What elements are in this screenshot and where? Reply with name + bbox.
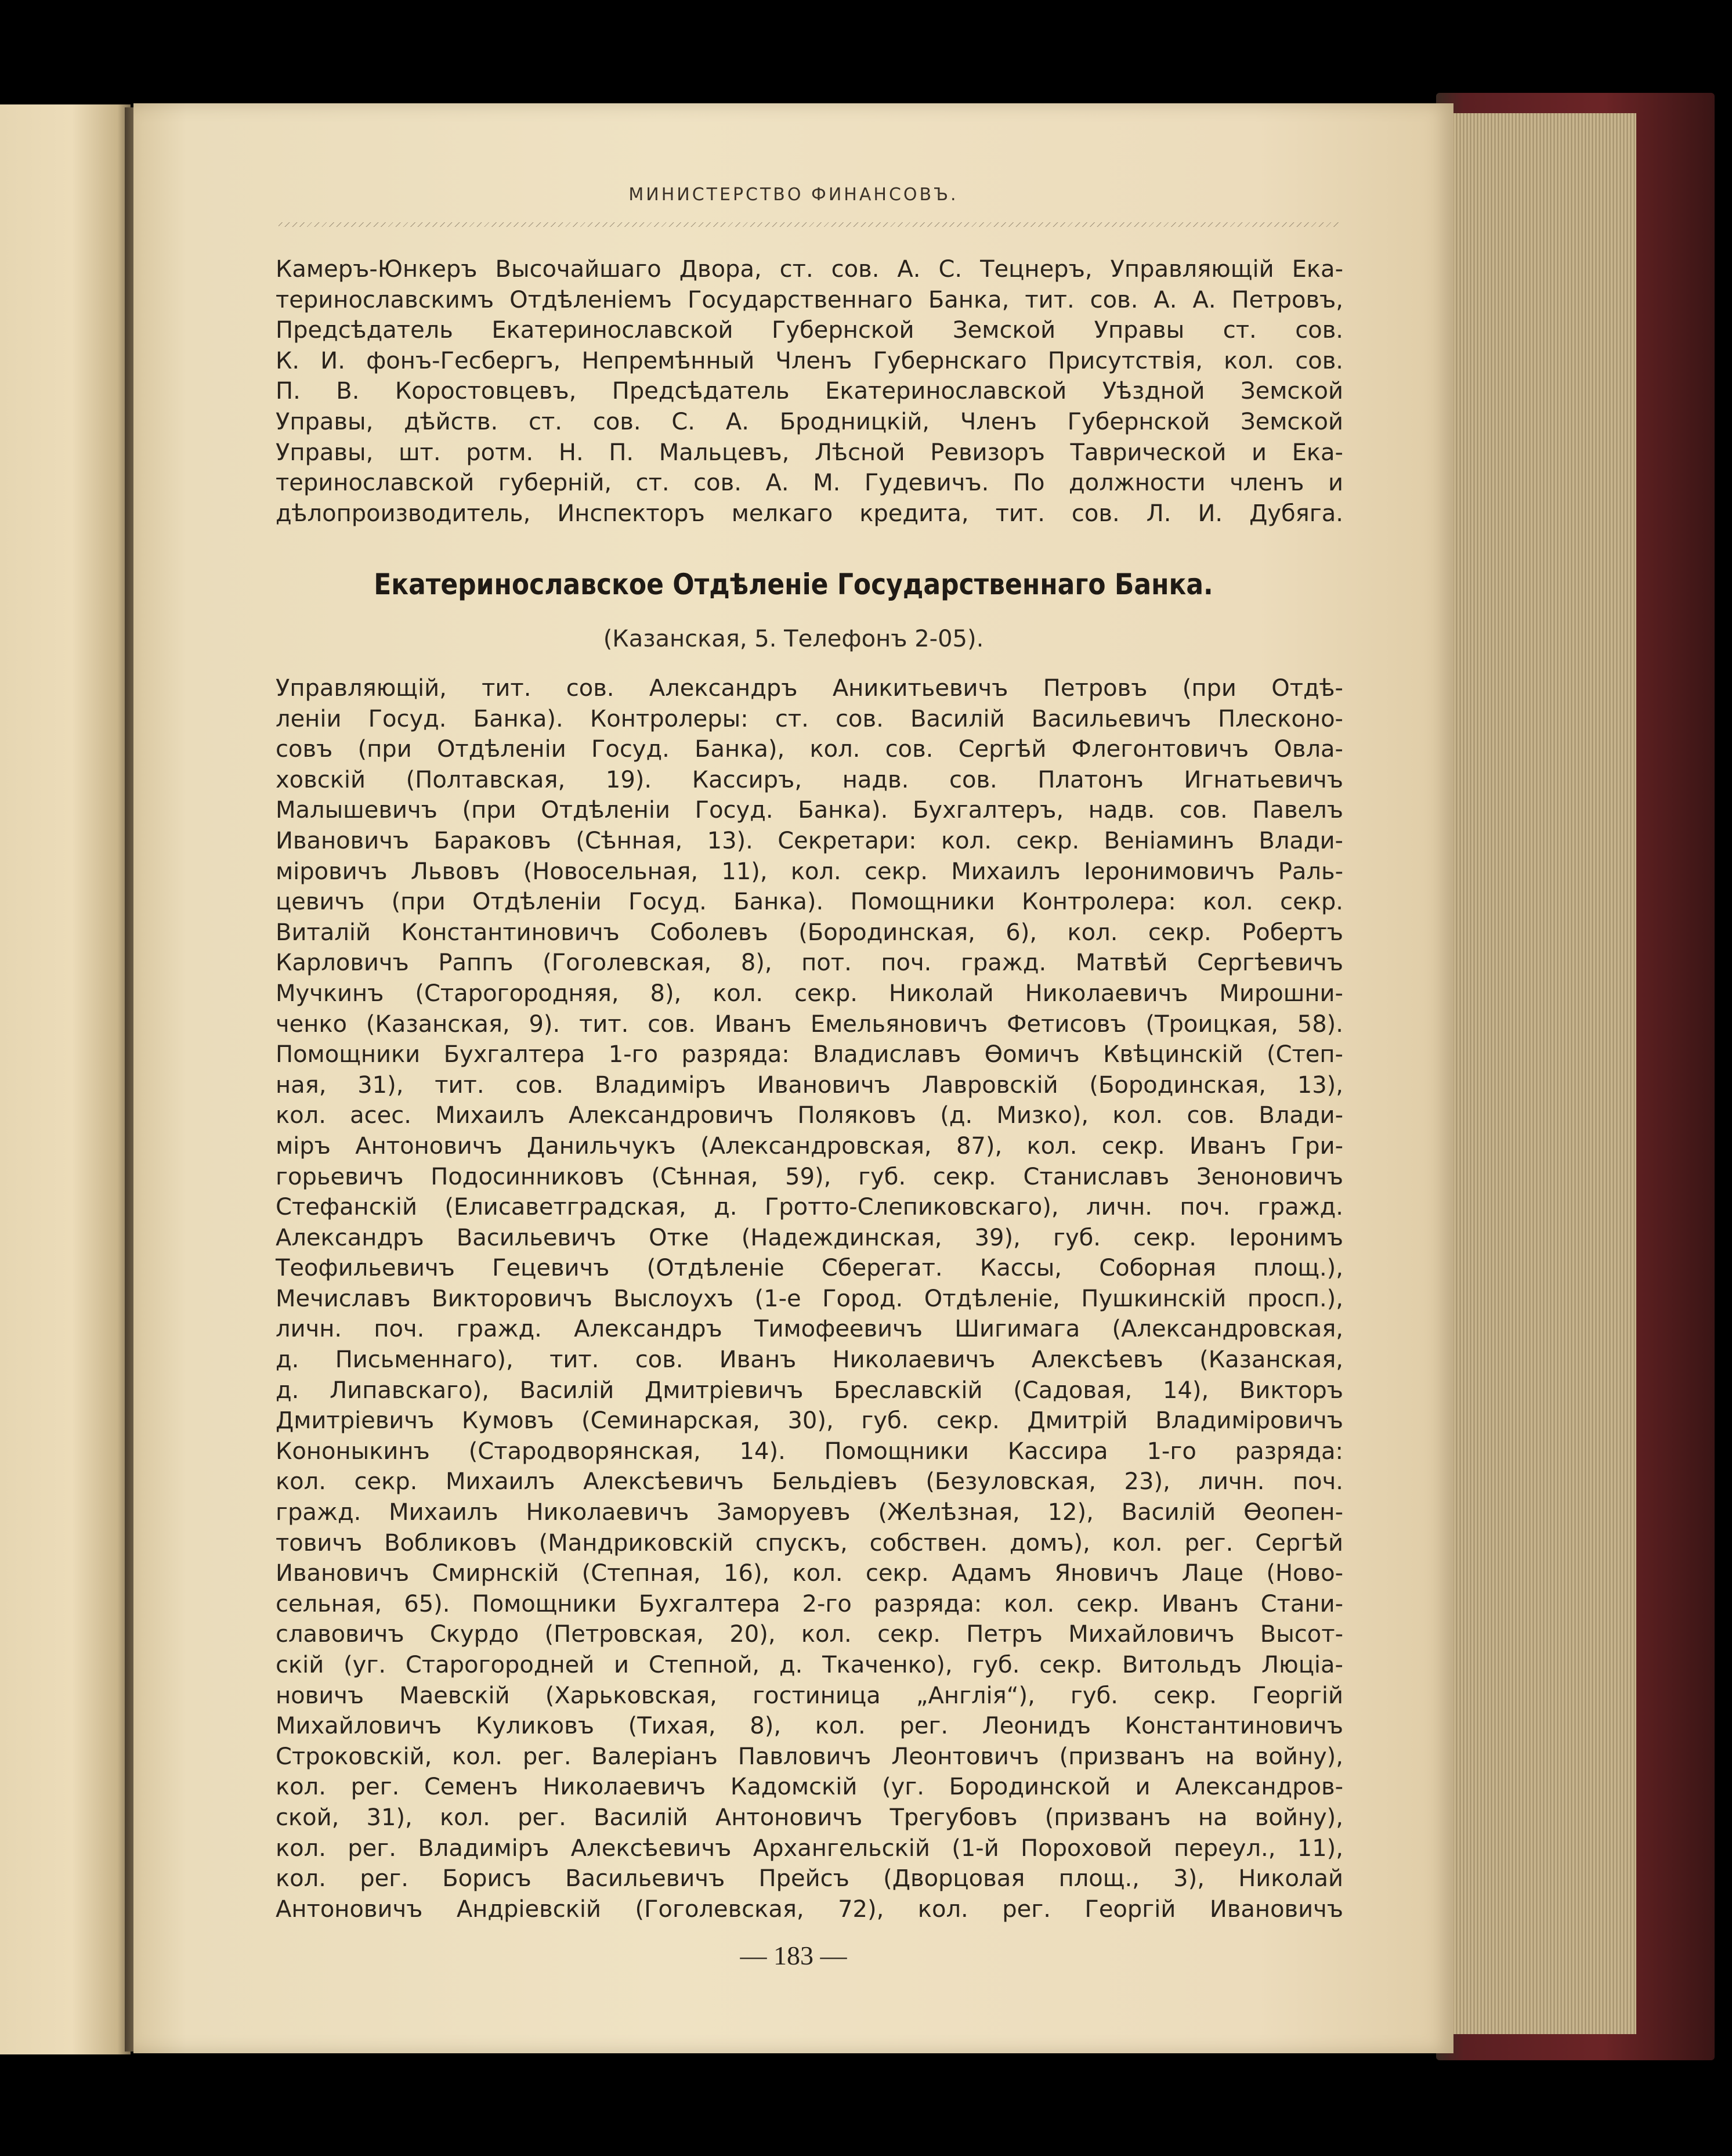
text-line: теринославской губерній, ст. сов. А. М. Гудевичъ. По должности членъ и [276, 470, 1343, 497]
text-line: Мучкинъ (Старогородняя, 8), кол. секр. Николай Николаевичъ Мирошни- [276, 980, 1343, 1007]
text-line: личн. поч. гражд. Александръ Тимофеевичъ Шигимага (Александровская, [276, 1316, 1343, 1343]
text-line: кол. рег. Владиміръ Алексѣевичъ Архангельскій (1-й Пороховой переул., 11), [276, 1834, 1343, 1862]
text-line: цевичъ (при Отдѣленіи Госуд. Банка). Помощники Контролера: кол. секр. [276, 889, 1343, 916]
text-line: Управляющій, тит. сов. Александръ Аникитьевичъ Петровъ (при Отдѣ- [276, 675, 1343, 702]
text-line: гражд. Михаилъ Николаевичъ Заморуевъ (Желѣзная, 12), Василій Ѳеопен- [276, 1499, 1343, 1526]
text-line: Управы, дѣйств. ст. сов. С. А. Бродницкій, Членъ Губернской Земской [276, 408, 1343, 435]
text-line: скій (уг. Старогородней и Степной, д. Ткаченко), губ. секр. Витольдъ Люціа- [276, 1652, 1343, 1678]
running-head: МИНИСТЕРСТВО ФИНАНСОВЪ. [628, 185, 959, 205]
paragraph-staff [276, 673, 1343, 1924]
page-number: — 183 — [740, 1941, 847, 1970]
text-line: Карловичъ Раппъ (Гоголевская, 8), пот. поч. гражд. Матвѣй Сергѣевичъ [276, 949, 1343, 977]
text-line: Виталій Константиновичъ Соболевъ (Бородинская, 6), кол. секр. Робертъ [276, 919, 1343, 946]
text-line: Камеръ-Юнкеръ Высочайшаго Двора, ст. сов. А. С. Тецнеръ, Управляющій Ека- [276, 256, 1343, 283]
text-line: кол. асес. Михаилъ Александровичъ Поляковъ (д. Мизко), кол. сов. Влади- [276, 1102, 1343, 1129]
text-line: Стефанскій (Елисаветградская, д. Гротто-Слепиковскаго), личн. поч. гражд. [276, 1194, 1343, 1221]
text-line: товичъ Вобликовъ (Мандриковскій спускъ, собствен. домъ), кол. рег. Сергѣй [276, 1529, 1343, 1556]
text-line: Малышевичъ (при Отдѣленіи Госуд. Банка). Бухгалтеръ, надв. сов. Павелъ [276, 797, 1343, 824]
text-line: Ивановичъ Смирнскій (Степная, 16), кол. секр. Адамъ Яновичъ Лаце (Ново- [276, 1560, 1343, 1587]
text-line: Мечиславъ Викторовичъ Выслоухъ (1-е Город. Отдѣленіе, Пушкинскій просп.), [276, 1285, 1343, 1312]
text-line: Ивановичъ Бараковъ (Сѣнная, 13). Секретари: кол. секр. Веніаминъ Влади- [276, 827, 1343, 854]
text-line: Дмитріевичъ Кумовъ (Семинарская, 30), губ. секр. Дмитрій Владиміровичъ [276, 1407, 1343, 1435]
text-line: Теофильевичъ Гецевичъ (Отдѣленіе Сберегат. Кассы, Соборная площ.), [276, 1255, 1343, 1282]
text-line: К. И. фонъ-Гесбергъ, Непремѣнный Членъ Губернскаго Присутствія, кол. сов. [276, 347, 1343, 374]
text-line: новичъ Маевскій (Харьковская, гостиница „Англія“), губ. секр. Георгій [276, 1682, 1343, 1709]
page-edges [1451, 113, 1636, 2034]
text-line: совъ (при Отдѣленіи Госуд. Банка), кол. сов. Сергѣй Флегонтовичъ Овла- [276, 736, 1343, 763]
text-line: д. Липавскаго), Василій Дмитріевичъ Бреславскій (Садовая, 14), Викторъ [276, 1377, 1343, 1404]
text-line: П. В. Коростовцевъ, Предсѣдатель Екатеринославской Уѣздной Земской [276, 378, 1343, 405]
text-line: кол. рег. Борисъ Васильевичъ Прейсъ (Дворцовая площ., 3), Николай [276, 1865, 1343, 1893]
text-line: ная, 31), тит. сов. Владиміръ Ивановичъ Лавровскій (Бородинская, 13), [276, 1071, 1343, 1099]
left-page-edge [0, 104, 131, 2054]
header-rule [279, 222, 1340, 227]
text-line: Строковскій, кол. рег. Валеріанъ Павловичъ Леонтовичъ (призванъ на войну), [276, 1743, 1343, 1770]
text-line: леніи Госуд. Банка). Контролеры: ст. сов. Василій Васильевичъ Плесконо- [276, 705, 1343, 732]
text-line: сельная, 65). Помощники Бухгалтера 2-го разряда: кол. секр. Иванъ Стани- [276, 1590, 1343, 1617]
text-line: Александръ Васильевичъ Отке (Надеждинская, 39), губ. секр. Іеронимъ [276, 1224, 1343, 1251]
text-line: міровичъ Львовъ (Новосельная, 11), кол. секр. Михаилъ Іеронимовичъ Раль- [276, 858, 1343, 885]
text-line: кол. секр. Михаилъ Алексѣевичъ Бельдіевъ (Безуловская, 23), личн. поч. [276, 1468, 1343, 1496]
address-line: (Казанская, 5. Телефонъ 2-05). [603, 626, 984, 652]
paragraph-council [276, 254, 1343, 529]
text-line: д. Письменнаго), тит. сов. Иванъ Николаевичъ Алексѣевъ (Казанская, [276, 1346, 1343, 1374]
text-line: міръ Антоновичъ Данильчукъ (Александровская, 87), кол. секр. Иванъ Гри- [276, 1132, 1343, 1160]
text-line: ченко (Казанская, 9). тит. сов. Иванъ Емельяновичъ Фетисовъ (Троицкая, 58). [276, 1010, 1343, 1038]
text-line: Предсѣдатель Екатеринославской Губернской Земской Управы ст. сов. [276, 317, 1343, 344]
text-line: ховскій (Полтавская, 19). Кассиръ, надв. сов. Платонъ Игнатьевичъ [276, 766, 1343, 793]
section-title: Екатеринославское Отдѣленіе Государственнаго Банка. [374, 568, 1213, 601]
text-line: Кононыкинъ (Стародворянская, 14). Помощники Кассира 1-го разряда: [276, 1438, 1343, 1465]
text-line: Помощники Бухгалтера 1-го разряда: Владиславъ Ѳомичъ Квѣцинскій (Степ- [276, 1041, 1343, 1068]
book-page [133, 103, 1453, 2053]
text-line: ской, 31), кол. рег. Василій Антоновичъ Трегубовъ (призванъ на войну), [276, 1804, 1343, 1831]
text-line: Управы, шт. ротм. Н. П. Мальцевъ, Лѣсной Ревизоръ Таврической и Ека- [276, 439, 1343, 466]
text-line: славовичъ Скурдо (Петровская, 20), кол. секр. Петръ Михайловичъ Высот- [276, 1621, 1343, 1648]
text-line: кол. рег. Семенъ Николаевичъ Кадомскій (уг. Бородинской и Александров- [276, 1774, 1343, 1801]
text-line: теринославскимъ Отдѣленіемъ Государственнаго Банка, тит. сов. А. А. Петровъ, [276, 286, 1343, 313]
text-line: горьевичъ Подосинниковъ (Сѣнная, 59), губ. секр. Станиславъ Зеноновичъ [276, 1163, 1343, 1190]
text-line: Михайловичъ Куликовъ (Тихая, 8), кол. рег. Леонидъ Константиновичъ [276, 1713, 1343, 1740]
text-line: Антоновичъ Андріевскій (Гоголевская, 72), кол. рег. Георгій Ивановичъ [276, 1895, 1343, 1923]
text-line: дѣлопроизводитель, Инспекторъ мелкаго кредита, тит. сов. Л. И. Дубяга. [276, 500, 1343, 527]
